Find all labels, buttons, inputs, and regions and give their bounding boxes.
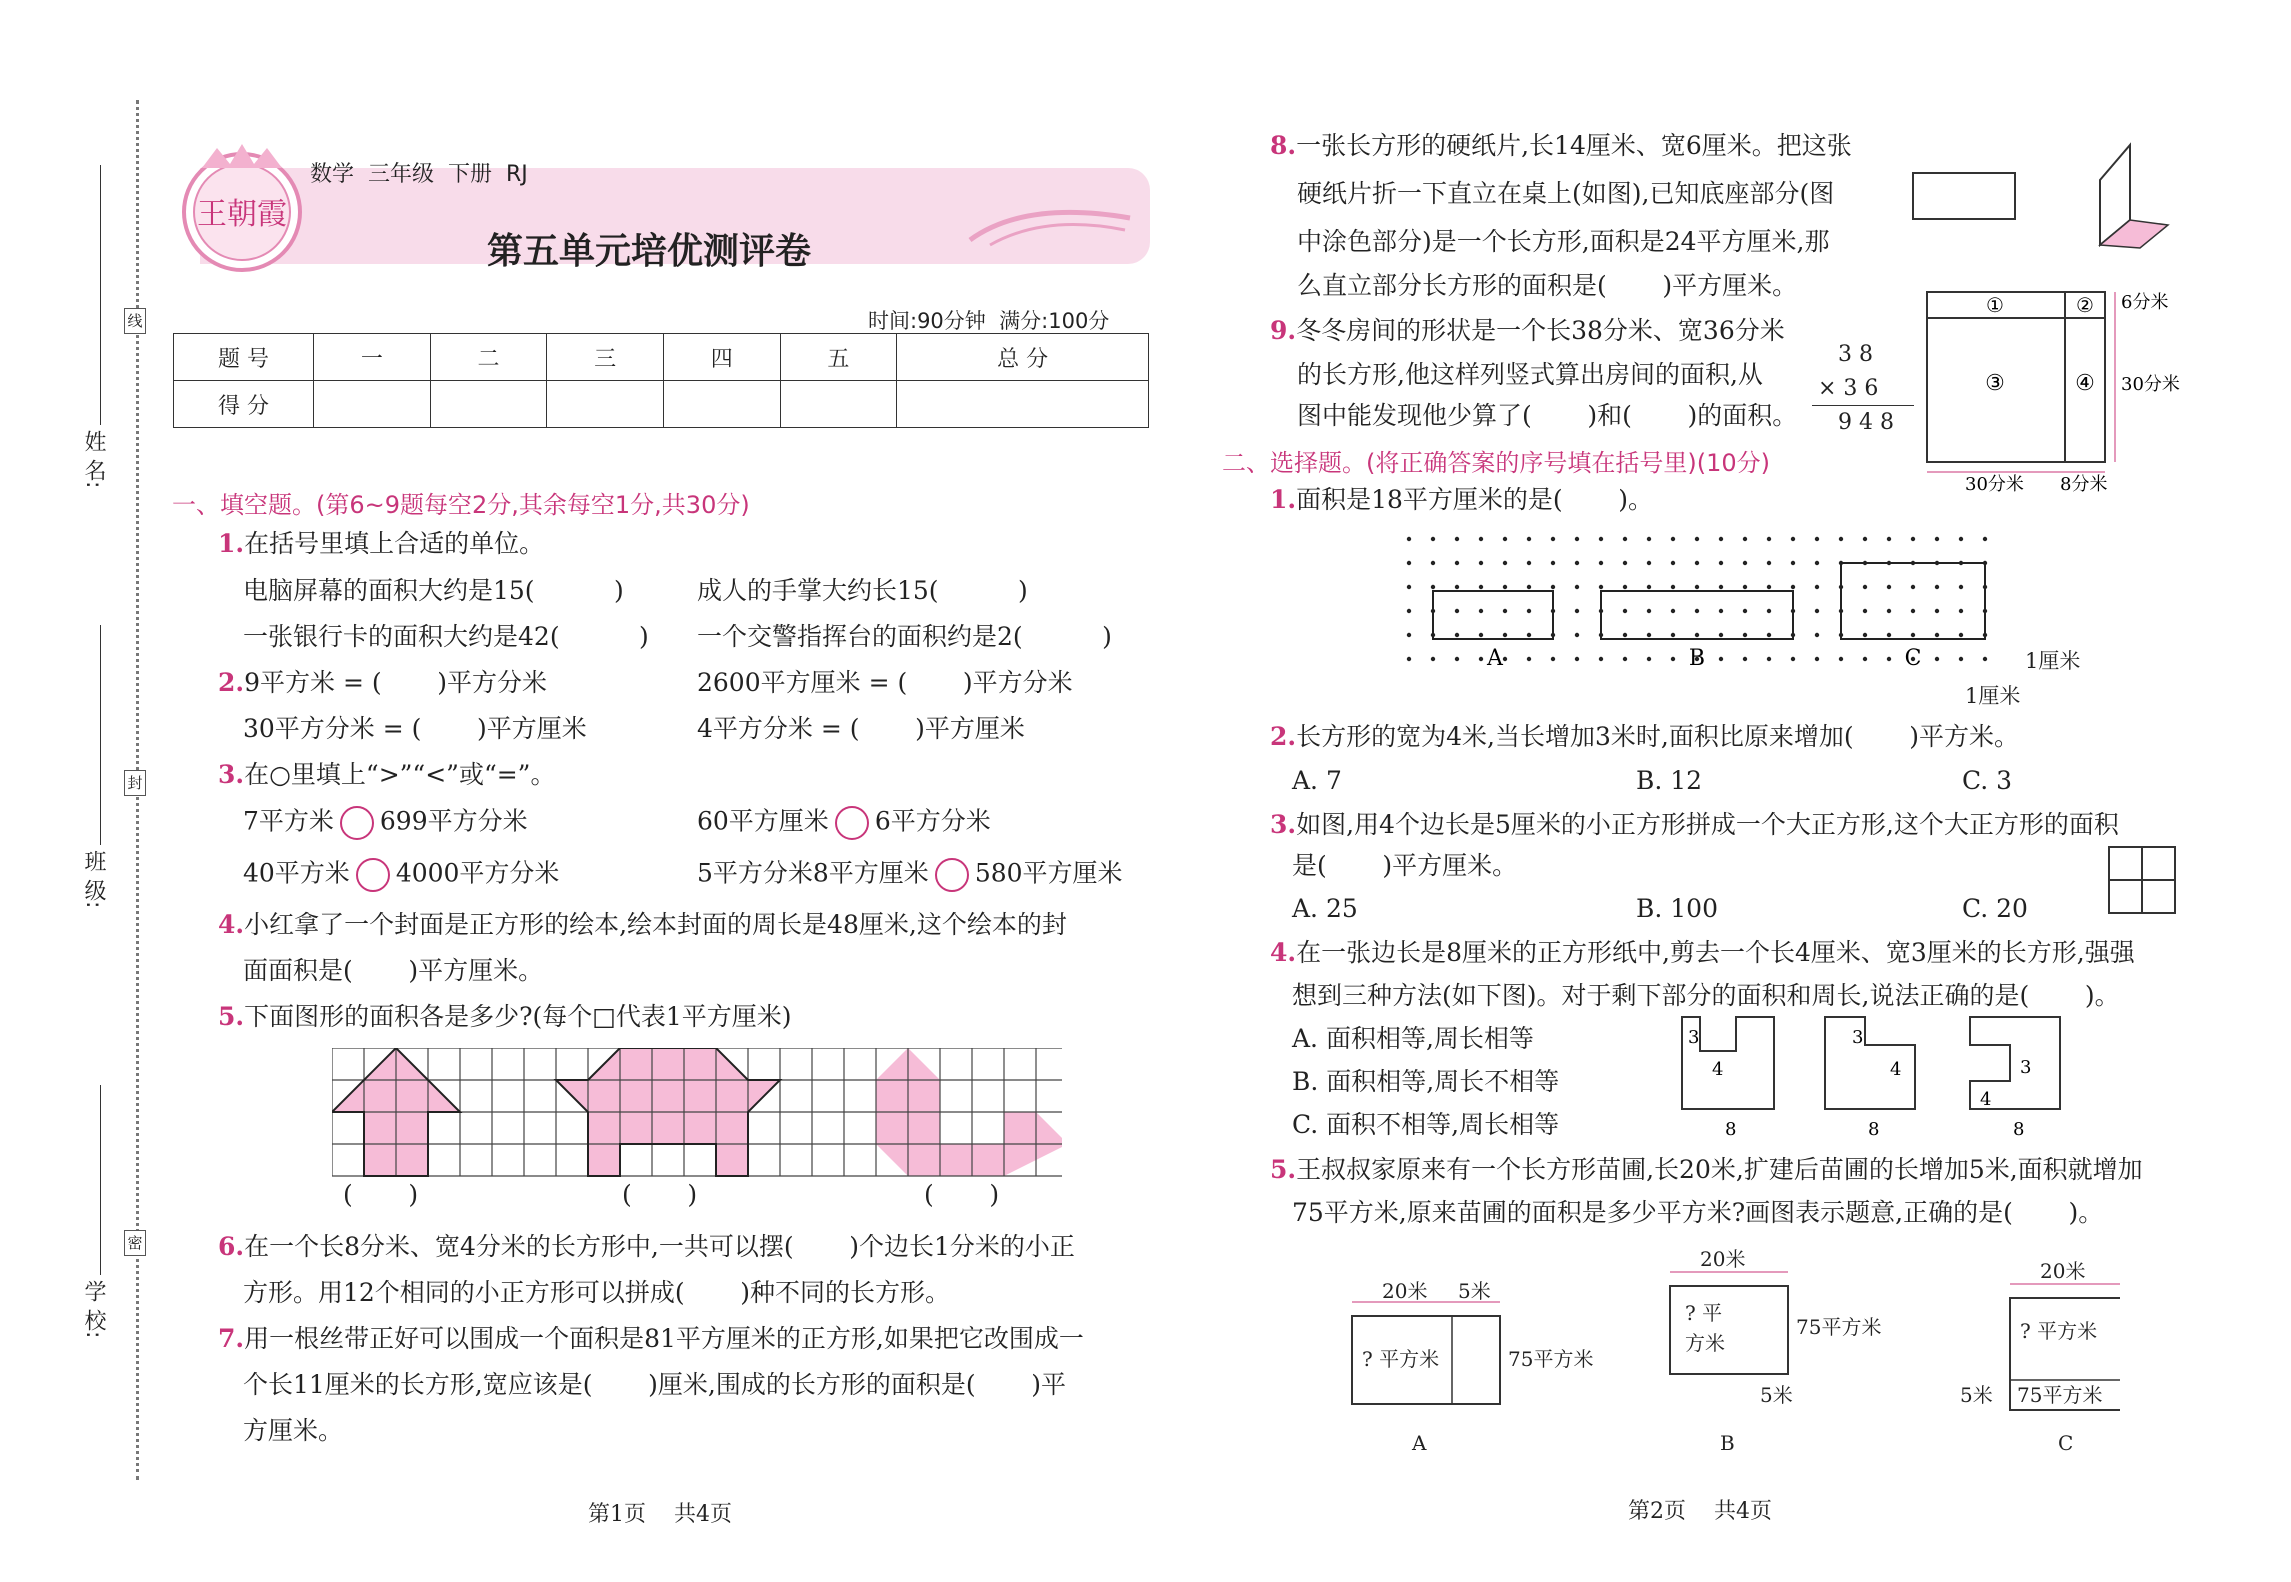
cut-figure-b	[1825, 1017, 1915, 1109]
c4-opt-c[interactable]: C. 面积不相等,周长相等	[1292, 1110, 1560, 1139]
score-cell[interactable]	[430, 381, 547, 428]
svg-text:20米: 20米	[1382, 1279, 1428, 1303]
q7-num: 7.	[218, 1324, 245, 1353]
svg-text:4: 4	[1712, 1059, 1724, 1080]
q9-calc-result: 9 4 8	[1838, 410, 1894, 435]
svg-text:8: 8	[1868, 1119, 1880, 1140]
q3-a-right: 699平方分米	[379, 806, 528, 836]
svg-text:A: A	[1412, 1431, 1427, 1455]
time-info: 时间:90分钟 满分:100分	[868, 309, 1110, 333]
q7-line1	[218, 1326, 1084, 1351]
svg-text:3: 3	[1688, 1027, 1700, 1048]
region-3-label: ③	[1985, 371, 2005, 396]
school-line	[100, 1085, 101, 1275]
q5-prompt: 下面图形的面积各是多少?(每个□代表1平方厘米)	[244, 1002, 792, 1031]
q9-line2: 的长方形,他这样列竖式算出房间的面积,从	[1297, 360, 1763, 389]
name-label: 姓 名:	[81, 430, 106, 489]
q4-num: 4.	[218, 910, 245, 939]
c1-dot-grid	[1405, 535, 2005, 680]
score-col-2: 二	[430, 334, 547, 381]
svg-text:20米: 20米	[2040, 1259, 2086, 1283]
svg-text:20米: 20米	[1700, 1247, 1746, 1271]
q9-calc-top: 3 8	[1838, 342, 1873, 367]
q3-d-right: 580平方厘米	[974, 858, 1123, 888]
svg-text:75平方米: 75平方米	[1796, 1315, 1882, 1339]
c2-opt-a[interactable]: A. 7	[1292, 766, 1342, 795]
q4-line1-text: 小红拿了一个封面是正方形的绘本,绘本封面的周长是48厘米,这个绘本的封	[244, 910, 1067, 939]
c4-line1-text: 在一张边长是8厘米的正方形纸中,剪去一个长4厘米、宽3厘米的长方形,强强	[1296, 938, 2135, 967]
q3-c	[243, 858, 559, 892]
svg-text:5米: 5米	[1458, 1279, 1491, 1303]
q9-calc-rule	[1812, 405, 1914, 406]
section2-title: 二、选择题。(将正确答案的序号填在括号里)(10分)	[1222, 449, 1770, 477]
q2-d: 4平方分米 = ( )平方厘米	[697, 714, 1025, 743]
q2-b: 2600平方厘米 = ( )平方分米	[697, 668, 1073, 697]
q8-line3: 中涂色部分)是一个长方形,面积是24平方厘米,那	[1297, 227, 1830, 256]
tag-seal: 封	[124, 770, 146, 796]
footer-left: 第1页 共4页	[588, 1502, 732, 1527]
svg-text:方米: 方米	[1685, 1331, 1725, 1355]
dim-bottom-left: 30分米	[1965, 474, 2024, 495]
c5-line1	[1270, 1157, 2143, 1182]
c5-figures	[1340, 1238, 2120, 1458]
q3-d	[697, 858, 1123, 892]
q2-num: 2.	[218, 668, 245, 697]
svg-text:8: 8	[1725, 1119, 1737, 1140]
q1-text	[218, 531, 544, 556]
c4-line2: 想到三种方法(如下图)。对于剩下部分的面积和周长,说法正确的是( )。	[1292, 981, 2120, 1010]
region-1-label: ①	[1986, 293, 2004, 317]
score-col-total: 总 分	[897, 334, 1149, 381]
school-label: 学 校:	[81, 1280, 106, 1339]
c3-opt-c[interactable]: C. 20	[1962, 894, 2028, 923]
q8-num: 8.	[1270, 131, 1297, 160]
compare-circle[interactable]	[356, 858, 390, 892]
brand-text: 王朝霞	[197, 197, 287, 232]
svg-text:? 平方米: ? 平方米	[1362, 1347, 1440, 1371]
q2-a	[218, 670, 547, 695]
score-cell[interactable]	[314, 381, 431, 428]
svg-text:3: 3	[2020, 1057, 2032, 1078]
q3-b-left: 60平方厘米	[697, 806, 829, 836]
dim-top: 6分米	[2121, 292, 2169, 313]
svg-text:75平方米: 75平方米	[2017, 1383, 2103, 1407]
c4-cut-figures	[1680, 1015, 2080, 1140]
q8-line2: 硬纸片折一下直立在桌上(如图),已知底座部分(图	[1297, 179, 1835, 208]
c4-opt-a[interactable]: A. 面积相等,周长相等	[1292, 1024, 1534, 1053]
q9-line1	[1270, 318, 1785, 343]
score-col-1: 一	[314, 334, 431, 381]
q8-line1	[1270, 133, 1852, 158]
score-col-label: 题 号	[174, 334, 314, 381]
page-title: 第五单元培优测评卷	[487, 231, 812, 272]
dim-right: 30分米	[2121, 374, 2180, 395]
svg-text:4: 4	[1890, 1059, 1902, 1080]
q9-room-diagram	[1925, 290, 2195, 495]
c4-num: 4.	[1270, 938, 1297, 967]
q8-folded-card	[2080, 140, 2170, 250]
subject-line: 数学 三年级 下册 RJ	[310, 162, 528, 187]
q6-line1	[218, 1234, 1075, 1259]
c1-unit-vertical: 1厘米	[2025, 649, 2081, 673]
c3-line1-text: 如图,用4个边长是5厘米的小正方形拼成一个大正方形,这个大正方形的面积	[1296, 810, 2119, 839]
q3-d-left: 5平方分米8平方厘米	[697, 858, 929, 888]
c3-line1	[1270, 812, 2119, 837]
c3-line2: 是( )平方厘米。	[1292, 851, 1518, 880]
score-cell[interactable]	[663, 381, 780, 428]
header-swirl-decoration	[965, 200, 1135, 250]
q9-calc-mid: × 3 6	[1818, 376, 1879, 401]
q5-text	[218, 1004, 792, 1029]
c3-opt-b[interactable]: B. 100	[1636, 894, 1718, 923]
q9-line3: 图中能发现他少算了( )和( )的面积。	[1297, 401, 1798, 430]
c4-opt-b[interactable]: B. 面积相等,周长不相等	[1292, 1067, 1560, 1096]
q3-c-right: 4000平方分米	[395, 858, 560, 888]
svg-text:4: 4	[1980, 1089, 1992, 1110]
score-col-3: 三	[547, 334, 664, 381]
q5-blank-2[interactable]: ( )	[622, 1180, 698, 1209]
c4-line1	[1270, 940, 2135, 965]
q1-a: 电脑屏幕的面积大约是15( )	[243, 576, 624, 605]
c2-opt-c[interactable]: C. 3	[1962, 766, 2013, 795]
q2-c: 30平方分米 = ( )平方厘米	[243, 714, 587, 743]
q8-line4: 么直立部分长方形的面积是( )平方厘米。	[1297, 271, 1798, 300]
q7-line3: 方厘米。	[243, 1416, 344, 1445]
q1-b: 成人的手掌大约长15( )	[697, 576, 1028, 605]
q5-blank-1[interactable]: ( )	[343, 1180, 419, 1209]
tag-line: 线	[124, 308, 146, 334]
dim-bottom-right: 8分米	[2060, 474, 2108, 495]
c3-opt-a[interactable]: A. 25	[1292, 894, 1358, 923]
c5-line1-text: 王叔叔家原来有一个长方形苗圃,长20米,扩建后苗圃的长增加5米,面积就增加	[1296, 1155, 2143, 1184]
c1-text	[1270, 487, 1653, 512]
q5-grid-figure	[332, 1048, 1062, 1180]
svg-text:5米: 5米	[1760, 1383, 1793, 1407]
q2-a-text: 9平方米 = ( )平方分米	[244, 668, 547, 697]
score-col-5: 五	[780, 334, 897, 381]
class-label: 班 级:	[81, 850, 106, 909]
c3-square-diagram	[2107, 845, 2179, 917]
q8-line1-text: 一张长方形的硬纸片,长14厘米、宽6厘米。把这张	[1296, 131, 1852, 160]
score-table	[173, 333, 1149, 428]
q3-c-left: 40平方米	[243, 858, 350, 888]
score-cell[interactable]	[897, 381, 1149, 428]
score-table-score-row	[174, 381, 1149, 428]
svg-text:B: B	[1720, 1431, 1735, 1455]
svg-text:5米: 5米	[1960, 1383, 1993, 1407]
score-col-4: 四	[663, 334, 780, 381]
footer-right: 第2页 共4页	[1628, 1499, 1772, 1524]
q8-flat-card	[1912, 172, 2016, 220]
q7-line1-text: 用一根丝带正好可以围成一个面积是81平方厘米的正方形,如果把它改围成一	[244, 1324, 1084, 1353]
q6-line2: 方形。用12个相同的小正方形可以拼成( )种不同的长方形。	[243, 1278, 950, 1307]
c2-num: 2.	[1270, 722, 1297, 751]
q5-blank-3[interactable]: ( )	[924, 1180, 1000, 1209]
c1-label-c: C	[1904, 646, 1922, 671]
score-row-label: 得 分	[174, 381, 314, 428]
c2-prompt: 长方形的宽为4米,当长增加3米时,面积比原来增加( )平方米。	[1296, 722, 2019, 751]
q6-num: 6.	[218, 1232, 245, 1261]
q5-num: 5.	[218, 1002, 245, 1031]
compare-circle[interactable]	[835, 806, 869, 840]
c5-num: 5.	[1270, 1155, 1297, 1184]
q6-line1-text: 在一个长8分米、宽4分米的长方形中,一共可以摆( )个边长1分米的小正	[244, 1232, 1075, 1261]
c1-unit-horizontal: 1厘米	[1965, 684, 2021, 708]
q1-prompt: 在括号里填上合适的单位。	[244, 529, 545, 558]
svg-text:75平方米: 75平方米	[1508, 1347, 1594, 1371]
q3-a	[243, 806, 528, 840]
c1-prompt: 面积是18平方厘米的是( )。	[1296, 485, 1654, 514]
score-cell[interactable]	[780, 381, 897, 428]
q3-b-right: 6平方分米	[874, 806, 991, 836]
svg-text:C: C	[2058, 1431, 2074, 1455]
q9-line1-text: 冬冬房间的形状是一个长38分米、宽36分米	[1296, 316, 1785, 345]
c5-line2: 75平方米,原来苗圃的面积是多少平方米?画图表示题意,正确的是( )。	[1292, 1198, 2104, 1227]
c1-label-b: B	[1688, 646, 1706, 671]
q1-c: 一张银行卡的面积大约是42( )	[243, 622, 649, 651]
class-line	[100, 625, 101, 845]
q3-prompt: 在○里填上“>”“<”或“=”。	[244, 760, 556, 789]
q9-num: 9.	[1270, 316, 1297, 345]
c3-num: 3.	[1270, 810, 1297, 839]
region-2-label: ②	[2076, 293, 2094, 317]
q3-num: 3.	[218, 760, 245, 789]
compare-circle[interactable]	[340, 806, 374, 840]
q4-line1	[218, 912, 1067, 937]
tag-secret: 密	[124, 1230, 146, 1256]
q1-num: 1.	[218, 529, 245, 558]
svg-text:? 平方米: ? 平方米	[2020, 1319, 2098, 1343]
c1-num: 1.	[1270, 485, 1297, 514]
name-line	[100, 165, 101, 425]
q3-a-left: 7平方米	[243, 806, 334, 836]
q1-d: 一个交警指挥台的面积约是2( )	[697, 622, 1112, 651]
svg-text:8: 8	[2013, 1119, 2025, 1140]
c2-text	[1270, 724, 2019, 749]
svg-text:3: 3	[1852, 1027, 1864, 1048]
c1-label-a: A	[1487, 646, 1503, 671]
q4-line2: 面面积是( )平方厘米。	[243, 956, 544, 985]
q3-b	[697, 806, 991, 840]
score-table-header-row	[174, 334, 1149, 381]
section1-title: 一、填空题。(第6~9题每空2分,其余每空1分,共30分)	[172, 491, 750, 519]
region-4-label: ④	[2075, 371, 2095, 396]
brand-logo	[172, 140, 312, 275]
q7-line2: 个长11厘米的长方形,宽应该是( )厘米,围成的长方形的面积是( )平	[243, 1370, 1066, 1399]
compare-circle[interactable]	[935, 858, 969, 892]
score-cell[interactable]	[547, 381, 664, 428]
svg-text:? 平: ? 平	[1685, 1301, 1723, 1325]
c2-opt-b[interactable]: B. 12	[1636, 766, 1703, 795]
q3-text	[218, 762, 555, 787]
